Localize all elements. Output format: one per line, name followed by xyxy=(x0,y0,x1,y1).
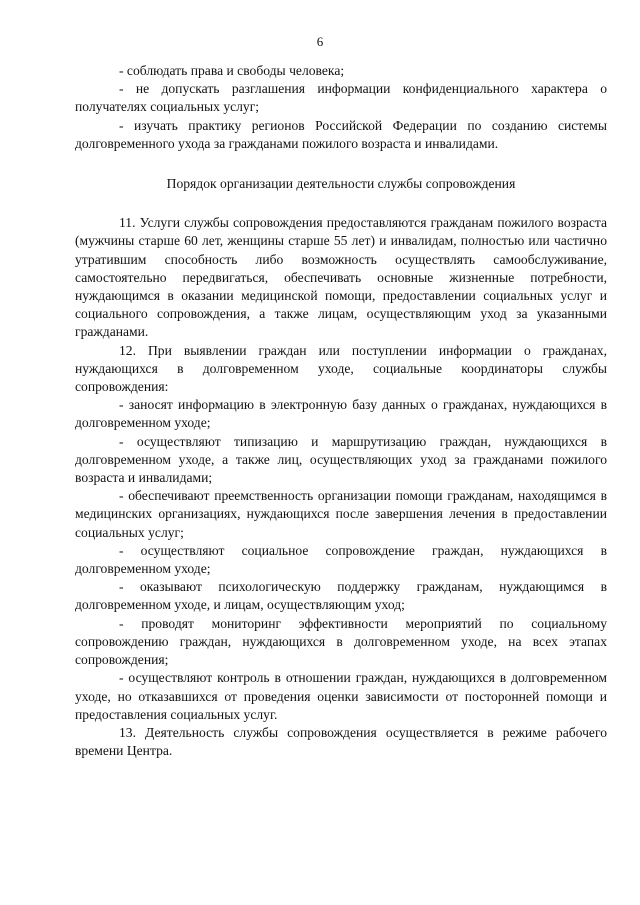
intro-bullet: - не допускать разглашения информации конфиденциального характера о получателях социальных услуг; xyxy=(75,81,607,115)
section-heading: Порядок организации деятельности службы сопровождения xyxy=(166,176,516,192)
item-12-bullet: - оказывают психологическую поддержку гражданам, нуждающимся в долговременном уходе, и лицам, осуществляющим уход; xyxy=(75,579,607,613)
intro-bullet: - изучать практику регионов Российской Федерации по созданию системы долговременного ухода за гражданами пожилого возраста и инвалидами. xyxy=(75,117,607,151)
item-12-bullet: - осуществляют контроль в отношении граждан, нуждающихся в долговременном уходе, но отказавшихся от проведения оценки зависимости от посторонней помощи и предоставления социальных услуг. xyxy=(75,670,607,722)
document-body xyxy=(75,62,607,760)
item-12-bullet: - осуществляют типизацию и маршрутизацию граждан, нуждающихся в долговременном уходе, а также лиц, осуществляющих уход за гражданами пожилого возраста и инвалидами; xyxy=(75,433,607,486)
item-12-bullet: - заносят информацию в электронную базу данных о гражданах, нуждающихся в долговременном уходе; xyxy=(75,397,607,431)
intro-bullet: - соблюдать права и свободы человека; xyxy=(119,63,345,78)
paragraph-item-12: 12. При выявлении граждан или поступлении информации о гражданах, нуждающихся в долговременном уходе, социальные координаторы службы сопровождения: xyxy=(75,342,607,395)
paragraph-item-13: 13. Деятельность службы сопровождения осуществляется в режиме рабочего времени Центра. xyxy=(75,724,607,759)
item-12-bullet: - обеспечивают преемственность организации помощи гражданам, находящимся в медицинских организациях, нуждающихся после завершения лечения в предоставлении социальных услуг; xyxy=(75,488,607,540)
item-12-bullet: - осуществляют социальное сопровождение граждан, нуждающихся в долговременном уходе; xyxy=(75,542,607,577)
paragraph-item-11: 11. Услуги службы сопровождения предоставляются гражданам пожилого возраста (мужчины старше 60 лет, женщины старше 55 лет) и инвалидам, полностью или частично утратившим способность либо возможность осуществлять самообслуживание, самостоятельно передвигаться, обеспечивать основные жизненные потребности, нуждающимся в оказании медицинской помощи, предоставлении социальных услуг и социального сопровождения, а также лицам, осуществляющим уход за указанными гражданами. xyxy=(75,215,607,340)
item-12-bullet: - проводят мониторинг эффективности мероприятий по социальному сопровождению граждан, нуждающихся в долговременном уходе, на всех этапах сопровождения; xyxy=(75,615,607,668)
page-number: 6 xyxy=(316,34,324,49)
